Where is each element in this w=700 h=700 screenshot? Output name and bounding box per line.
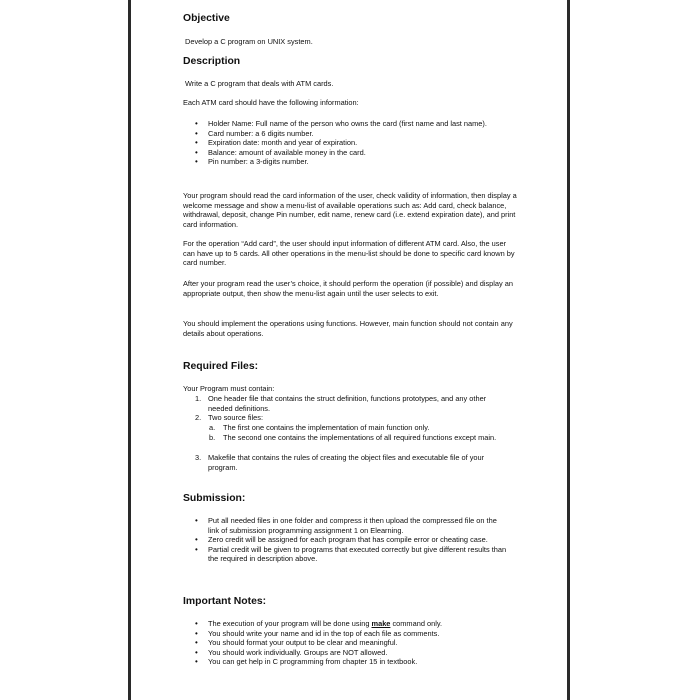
list-item xyxy=(183,394,508,413)
description-paragraph-4: You should implement the operations using functions. However, main function should not contain any details about operations. xyxy=(183,319,513,338)
required-files-heading: Required Files: xyxy=(183,361,259,372)
list-number: 1. xyxy=(195,394,202,403)
list-number: 2. xyxy=(195,413,202,423)
list-item: • Balance: amount of available money in the card. xyxy=(183,148,508,158)
submission-list xyxy=(183,516,508,564)
objective-heading: Objective xyxy=(183,13,230,24)
list-item-text: One header file that contains the struct definition, functions prototypes, and any other needed definitions. xyxy=(208,394,487,413)
list-item: • You should work individually. Groups are NOT allowed. xyxy=(183,648,508,658)
list-item: • You should write your name and id in the top of each file as comments. xyxy=(183,629,508,639)
description-paragraph-1: Your program should read the card information of the user, check validity of information, then display a welcome message and show a menu-list of available operations such as: Add card, check balance, withdrawal, deposit, change Pin number, edit name, renew card (i.e. extend expiration date), and print card information. xyxy=(183,191,517,229)
description-paragraph-3: After your program read the user’s choice, it should perform the operation (if possible) and display an appropriate output, then show the menu-list again until the user selects to exit. xyxy=(183,279,514,298)
list-item-text: command only. xyxy=(390,619,443,628)
list-item-text: Two source files: xyxy=(208,413,264,423)
list-item xyxy=(183,423,503,433)
source-files-sublist xyxy=(183,423,503,442)
page-border-right xyxy=(567,0,570,700)
list-item: • Put all needed files in one folder and compress it then upload the compressed file on the link of submission programming assignment 1 on Elearning. xyxy=(183,516,508,535)
list-item-text: The first one contains the implementation of main function only. xyxy=(223,423,430,432)
description-paragraph-2: For the operation “Add card”, the user should input information of different ATM card. Also, the user can have up to 5 cards. All other operations in the menu-list should be done to specific card known by card number. xyxy=(183,239,515,268)
list-item-text: Makefile that contains the rules of creating the object files and executable file of your program. xyxy=(208,453,485,472)
list-letter: b. xyxy=(209,432,216,442)
list-item: • Partial credit will be given to programs that executed correctly but give different results than the required in description above. xyxy=(183,545,508,564)
list-item xyxy=(183,413,508,423)
list-item xyxy=(183,619,508,629)
list-item: • Expiration date: month and year of expiration. xyxy=(183,138,508,148)
description-heading: Description xyxy=(183,56,241,67)
required-files-intro: Your Program must contain: xyxy=(183,384,275,393)
make-command-text: make xyxy=(371,619,391,628)
important-notes-heading: Important Notes: xyxy=(183,596,267,607)
list-item-text: The second one contains the implementations of all required functions except main. xyxy=(223,432,497,442)
important-notes-list xyxy=(183,619,508,667)
list-item: • Card number: a 6 digits number. xyxy=(183,129,508,139)
description-info-intro: Each ATM card should have the following information: xyxy=(183,98,359,107)
list-item: • Zero credit will be assigned for each program that has compile error or cheating case. xyxy=(183,535,508,545)
list-letter: a. xyxy=(209,423,216,432)
required-files-list xyxy=(183,394,508,423)
submission-heading: Submission: xyxy=(183,493,246,504)
document-page xyxy=(131,0,567,700)
list-item: • You can get help in C programming from chapter 15 in textbook. xyxy=(183,657,508,667)
list-item-text: The execution of your program will be done using xyxy=(208,619,372,628)
atm-card-fields-list xyxy=(183,119,508,167)
objective-text: Develop a C program on UNIX system. xyxy=(185,37,313,46)
list-item: • Holder Name: Full name of the person who owns the card (first name and last name). xyxy=(183,119,508,129)
list-item: • You should format your output to be clear and meaningful. xyxy=(183,638,508,648)
required-files-list-continued xyxy=(183,453,508,472)
list-item xyxy=(183,453,508,472)
list-number: 3. xyxy=(195,453,202,462)
description-intro: Write a C program that deals with ATM cards. xyxy=(185,79,334,88)
list-item xyxy=(183,433,503,443)
list-item: • Pin number: a 3-digits number. xyxy=(183,157,508,167)
